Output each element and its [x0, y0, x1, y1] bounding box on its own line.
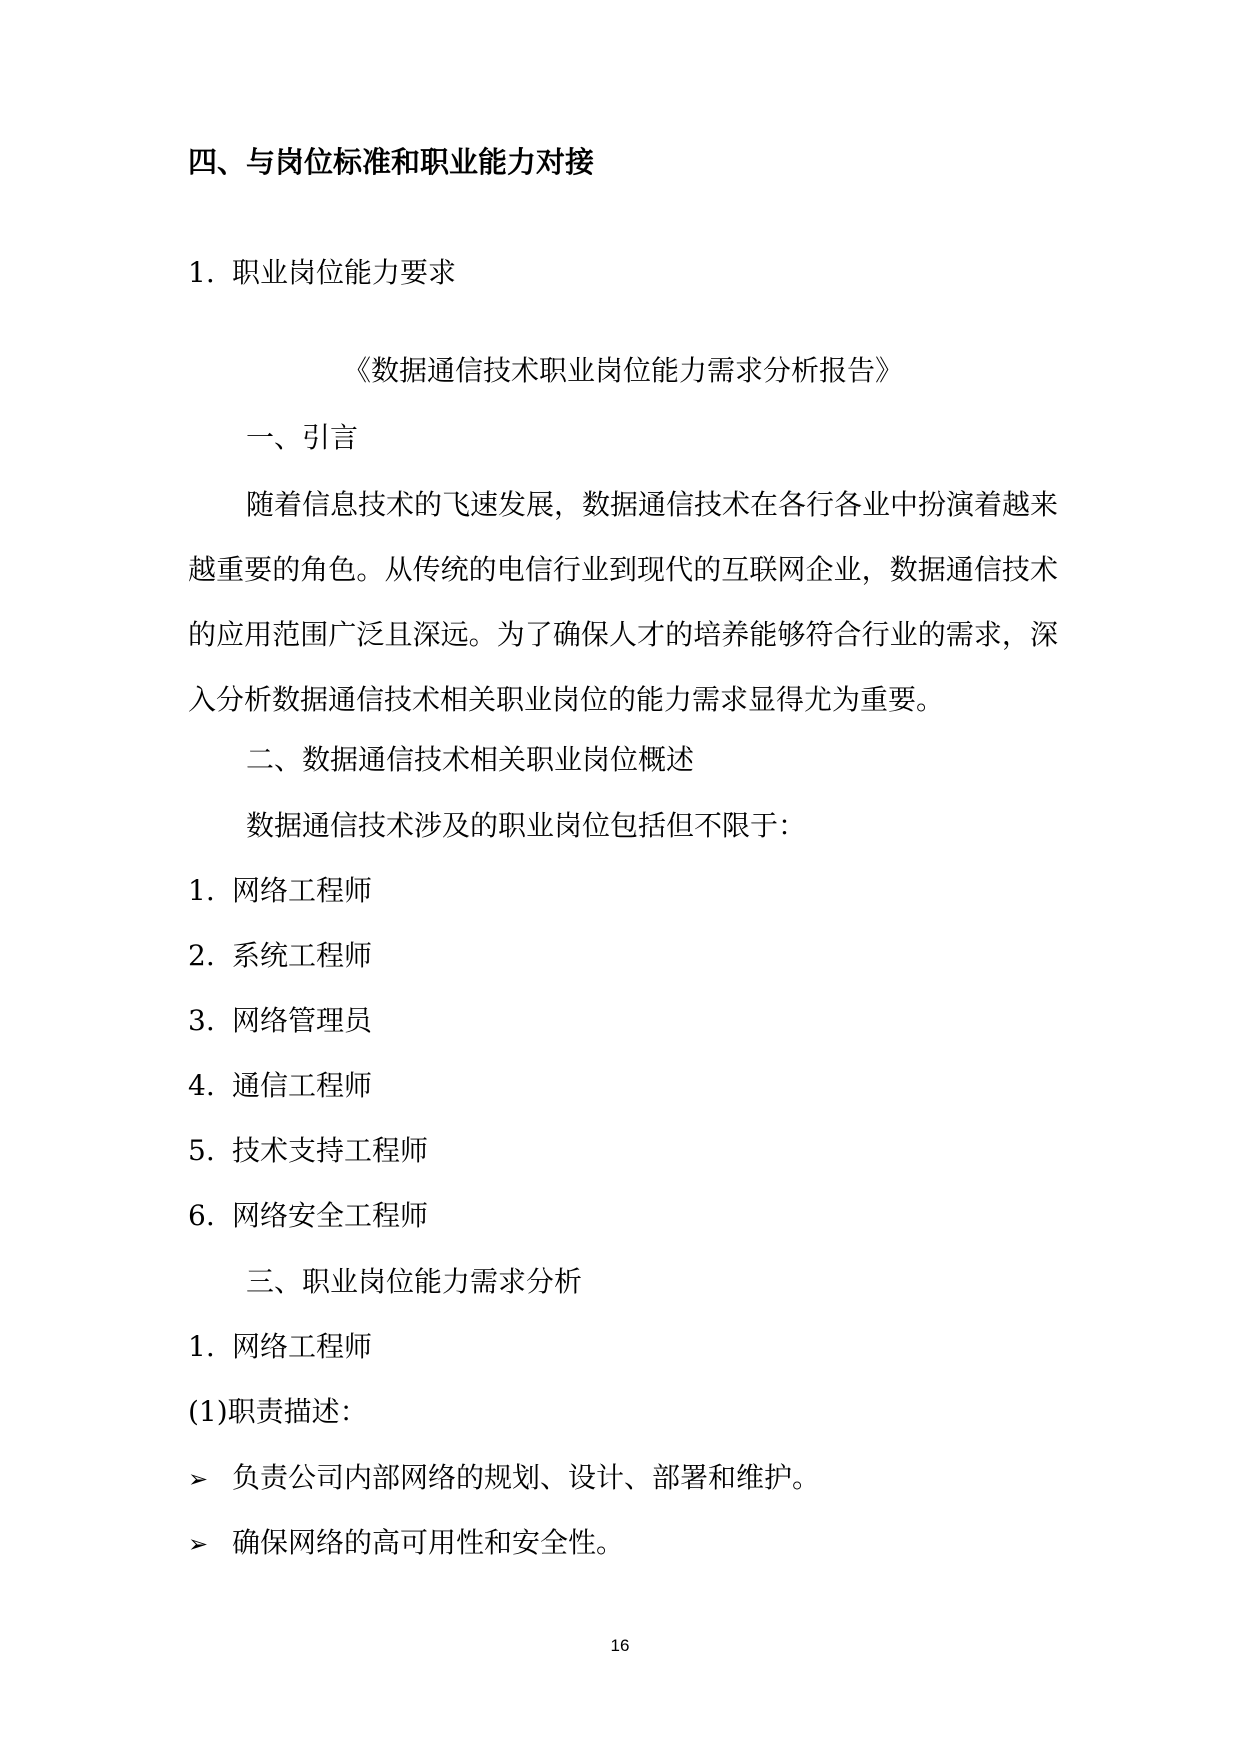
position-label: 系统工程师	[232, 939, 373, 972]
duty-text: 负责公司内部网络的规划、设计、部署和维护。	[232, 1461, 821, 1494]
position-number: 2.	[188, 939, 215, 972]
position-number: 3.	[188, 1004, 215, 1037]
report-title: 《数据通信技术职业岗位能力需求分析报告》	[342, 354, 903, 387]
position-item	[188, 1001, 372, 1041]
analysis-label: 网络工程师	[232, 1330, 373, 1363]
position-number: 1.	[188, 874, 215, 907]
position-item	[188, 936, 372, 976]
position-label: 网络安全工程师	[232, 1199, 429, 1232]
subsection-number: 1.	[188, 256, 215, 289]
position-item	[188, 1066, 372, 1106]
duty-bullet-item	[188, 1458, 820, 1498]
position-label: 技术支持工程师	[232, 1134, 429, 1167]
section-heading: 四、与岗位标准和职业能力对接	[188, 145, 595, 179]
position-item	[188, 1131, 428, 1171]
position-label: 通信工程师	[232, 1069, 373, 1102]
page-number: 16	[610, 1636, 630, 1655]
arrow-bullet-icon: ➢	[188, 1530, 209, 1558]
analysis-item	[188, 1327, 372, 1367]
arrow-bullet-icon: ➢	[188, 1465, 209, 1493]
position-item	[188, 1196, 428, 1236]
duty-heading: (1)职责描述：	[188, 1395, 368, 1428]
subsection-heading	[188, 253, 456, 293]
position-number: 4.	[188, 1069, 215, 1102]
intro-heading: 一、引言	[246, 421, 359, 454]
analysis-number: 1.	[188, 1330, 215, 1363]
duty-text: 确保网络的高可用性和安全性。	[232, 1526, 625, 1559]
overview-intro: 数据通信技术涉及的职业岗位包括但不限于：	[246, 809, 807, 842]
intro-paragraph: 随着信息技术的飞速发展，数据通信技术在各行各业中扮演着越来越重要的角色。从传统的电信行业到现代的互联网企业，数据通信技术的应用范围广泛且深远。为了确保人才的培养能够符合行业的需求，深入分析数据通信技术相关职业岗位的能力需求显得尤为重要。	[188, 488, 1059, 716]
subsection-title: 职业岗位能力要求	[232, 256, 457, 289]
position-label: 网络工程师	[232, 874, 373, 907]
analysis-heading: 三、职业岗位能力需求分析	[246, 1265, 583, 1298]
duty-bullet-item	[188, 1523, 624, 1563]
position-number: 6.	[188, 1199, 215, 1232]
position-label: 网络管理员	[232, 1004, 373, 1037]
overview-heading: 二、数据通信技术相关职业岗位概述	[246, 743, 695, 776]
position-item	[188, 871, 372, 911]
position-number: 5.	[188, 1134, 215, 1167]
